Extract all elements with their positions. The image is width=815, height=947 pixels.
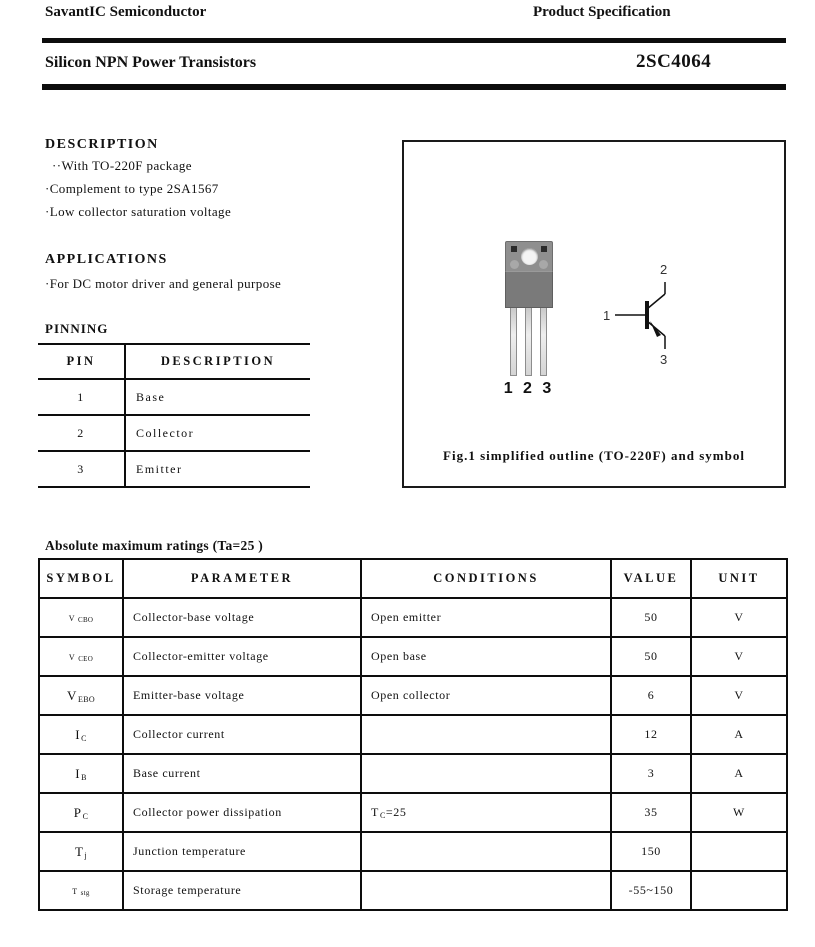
page-title: Silicon NPN Power Transistors	[45, 54, 257, 71]
pin-number-cell: 3	[38, 451, 125, 487]
symbol-pin-base-label: 1	[603, 308, 611, 323]
value-cell: 3	[611, 754, 691, 793]
pin-number-cell: 1	[38, 379, 125, 415]
ratings-row	[39, 637, 787, 676]
conditions-cell	[361, 715, 611, 754]
value-cell: 150	[611, 832, 691, 871]
ratings-row	[39, 715, 787, 754]
unit-cell: V	[691, 676, 787, 715]
ratings-row	[39, 598, 787, 637]
description-item: ·Complement to type 2SA1567	[45, 181, 219, 196]
company-name: SavantIC Semiconductor	[45, 4, 207, 20]
symbol-main: P	[73, 804, 82, 820]
symbol-text	[75, 767, 87, 781]
pinning-col-description: DESCRIPTION	[125, 344, 310, 379]
pinning-table	[38, 343, 310, 488]
description-item: ··With TO-220F package	[52, 158, 192, 173]
symbol-text	[69, 649, 93, 663]
parameter-cell: Collector power dissipation	[123, 793, 361, 832]
parameter-cell: Collector-base voltage	[123, 598, 361, 637]
value-cell: 50	[611, 637, 691, 676]
package-lead-1	[510, 308, 517, 376]
value-cell: 35	[611, 793, 691, 832]
unit-cell: A	[691, 754, 787, 793]
parameter-cell: Collector-emitter voltage	[123, 637, 361, 676]
symbol-main: V	[68, 614, 75, 623]
conditions-cell	[361, 871, 611, 910]
package-tab-dot	[541, 246, 547, 252]
ratings-col-value: VALUE	[611, 559, 691, 598]
conditions-cell: Open base	[361, 637, 611, 676]
applications-heading: APPLICATIONS	[45, 252, 168, 267]
conditions-cell: Open emitter	[361, 598, 611, 637]
ratings-col-unit: UNIT	[691, 559, 787, 598]
part-number: 2SC4064	[636, 51, 712, 72]
transistor-symbol	[597, 255, 722, 370]
symbol-text	[75, 728, 87, 742]
symbol-text	[72, 883, 89, 897]
ratings-col-conditions: CONDITIONS	[361, 559, 611, 598]
conditions-cell	[361, 832, 611, 871]
symbol-subscript: B	[81, 772, 87, 782]
unit-cell: V	[691, 637, 787, 676]
applications-item: ·For DC motor driver and general purpose	[45, 276, 282, 291]
ratings-col-symbol: SYMBOL	[39, 559, 123, 598]
pin-description-cell: Collector	[125, 415, 310, 451]
pinning-row	[38, 451, 310, 487]
description-heading: DESCRIPTION	[45, 137, 159, 152]
symbol-subscript: EBO	[78, 694, 95, 704]
parameter-cell: Emitter-base voltage	[123, 676, 361, 715]
symbol-main: V	[67, 687, 78, 703]
conditions-cell	[361, 793, 611, 832]
parameter-cell: Storage temperature	[123, 871, 361, 910]
symbol-text	[74, 806, 88, 820]
conditions-cell	[361, 754, 611, 793]
unit-cell	[691, 871, 787, 910]
package-tab-notch	[539, 260, 548, 269]
conditions-cell: Open collector	[361, 676, 611, 715]
ratings-row	[39, 676, 787, 715]
ratings-row	[39, 832, 787, 871]
package-tab-dot	[511, 246, 517, 252]
value-cell: 12	[611, 715, 691, 754]
symbol-cell	[39, 598, 123, 637]
pinning-col-pin: PIN	[38, 344, 125, 379]
package-body	[505, 271, 553, 308]
ratings-row	[39, 871, 787, 910]
symbol-main: T	[74, 843, 84, 859]
ratings-row	[39, 793, 787, 832]
symbol-main: V	[68, 653, 76, 662]
ratings-col-parameter: PARAMETER	[123, 559, 361, 598]
pin-number-cell: 2	[38, 415, 125, 451]
header-rule-bottom	[42, 84, 786, 90]
condition-subscript: C	[379, 811, 386, 820]
document-type: Product Specification	[533, 4, 671, 20]
symbol-cell	[39, 676, 123, 715]
condition-main: T	[371, 805, 379, 819]
package-outline-drawing	[505, 241, 553, 376]
symbol-subscript: C	[81, 733, 87, 743]
symbol-text	[67, 689, 95, 703]
value-cell: 50	[611, 598, 691, 637]
symbol-subscript: C	[82, 811, 89, 821]
description-item: ·Low collector saturation voltage	[45, 204, 232, 219]
unit-cell: V	[691, 598, 787, 637]
symbol-cell	[39, 637, 123, 676]
symbol-subscript: stg	[80, 889, 90, 897]
package-lead-2	[525, 308, 532, 376]
symbol-main: I	[75, 765, 81, 781]
unit-cell	[691, 832, 787, 871]
ratings-row	[39, 754, 787, 793]
condition-value: =25	[385, 805, 407, 819]
pinning-row	[38, 415, 310, 451]
figure-box	[402, 140, 786, 488]
description-list	[45, 158, 231, 227]
pin-description-cell: Base	[125, 379, 310, 415]
symbol-main: I	[75, 726, 81, 742]
ratings-title: Absolute maximum ratings (Ta=25 )	[45, 538, 264, 553]
applications-list	[45, 276, 281, 299]
package-mounting-tab	[505, 241, 553, 271]
pin-description-cell: Emitter	[125, 451, 310, 487]
ratings-table	[38, 558, 788, 911]
pinning-row	[38, 379, 310, 415]
symbol-cell	[39, 832, 123, 871]
value-cell: -55~150	[611, 871, 691, 910]
ratings-header-row	[39, 559, 787, 598]
symbol-subscript: CEO	[78, 655, 94, 663]
symbol-cell	[39, 871, 123, 910]
symbol-pin-emitter-label: 3	[660, 352, 668, 367]
parameter-cell: Base current	[123, 754, 361, 793]
value-cell: 6	[611, 676, 691, 715]
header-rule-top	[42, 38, 786, 43]
emitter-arrow-icon	[650, 321, 661, 337]
pinning-header-row	[38, 344, 310, 379]
parameter-cell: Junction temperature	[123, 832, 361, 871]
unit-cell: A	[691, 715, 787, 754]
parameter-cell: Collector current	[123, 715, 361, 754]
symbol-text	[75, 845, 87, 859]
symbol-pin-collector-label: 2	[660, 262, 668, 277]
symbol-text	[69, 610, 94, 624]
package-leads	[505, 308, 553, 376]
symbol-subscript: j	[84, 850, 88, 860]
unit-cell: W	[691, 793, 787, 832]
symbol-cell	[39, 754, 123, 793]
figure-caption: Fig.1 simplified outline (TO-220F) and symbol	[443, 448, 745, 463]
package-pin-numbers: 1 2 3	[503, 380, 555, 397]
package-lead-3	[540, 308, 547, 376]
package-tab-notch	[510, 260, 519, 269]
pinning-heading: PINNING	[45, 321, 109, 336]
symbol-subscript: CBO	[77, 616, 94, 624]
symbol-main: T	[72, 887, 78, 896]
symbol-cell	[39, 715, 123, 754]
package-mounting-hole	[521, 248, 538, 265]
symbol-cell	[39, 793, 123, 832]
